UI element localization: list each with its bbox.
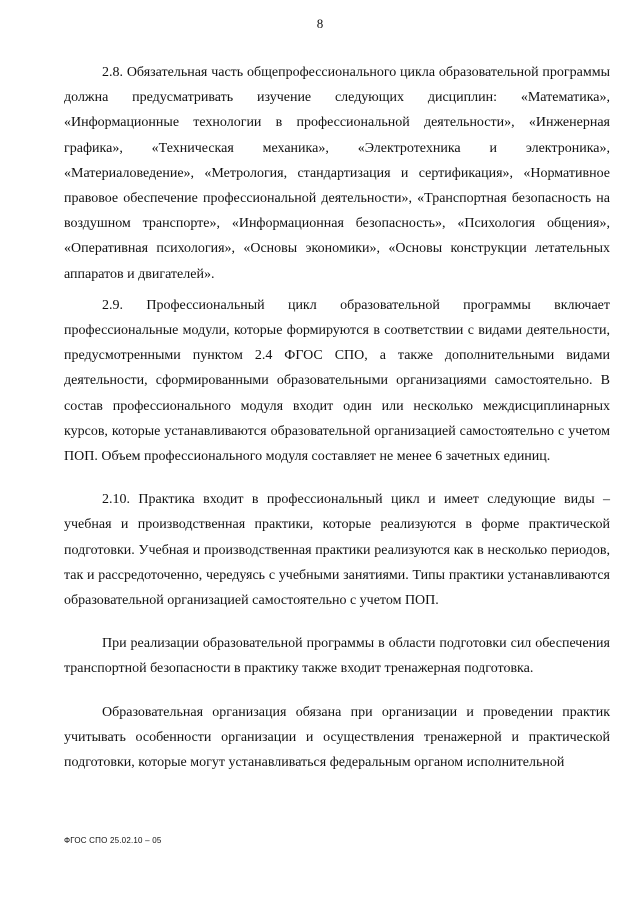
paragraph-2-10: 2.10. Практика входит в профессиональный цикл и имеет следующие виды – учебная и производственная практики, которые реализуются в форме практической подготовки. Учебная и производственная практики реализуются как в несколько периодов, так и рассредоточенно, чередуясь с учебными занятиями. Типы практики устанавливаются образовательной организацией самостоятельно с учетом ПОП. [64, 492, 610, 609]
paragraph-practice-organization: Образовательная организация обязана при организации и проведении практик учитывать особенности организации и осуществления тренажерной и практической подготовки, которые могут устанавливаться федеральным органом исполнительной [64, 704, 610, 771]
paragraph-2-8: 2.8. Обязательная часть общепрофессионального цикла образовательной программы должна предусматривать изучение следующих дисциплин: «Математика», «Информационные технологии в профессиональной деятельности», «Инженерная графика», «Техническая механика», «Электротехника и электроника», «Материаловедение», «Метрология, стандартизация и сертификация», «Нормативное правовое обеспечение профессиональной деятельности», «Транспортная безопасность на воздушном транспорте», «Информационная безопасность», «Психология общения», «Оперативная психология», «Основы экономики», «Основы конструкции летательных аппаратов и двигателей». [64, 65, 610, 282]
page-number: 8 [316, 16, 324, 31]
paragraph-simulator-training: При реализации образовательной программы в области подготовки сил обеспечения транспортной безопасности в практику также входит тренажерная подготовка. [64, 636, 610, 677]
document-body [64, 60, 610, 775]
footer-document-code: ФГОС СПО 25.02.10 – 05 [64, 836, 162, 845]
paragraph-2-9: 2.9. Профессиональный цикл образовательной программы включает профессиональные модули, которые формируются в соответствии с видами деятельности, предусмотренными пунктом 2.4 ФГОС СПО, а также дополнительными видами деятельности, сформированными образовательными организациями самостоятельно. В состав профессионального модуля входит один или несколько междисциплинарных курсов, которые устанавливаются образовательной организацией самостоятельно с учетом ПОП. Объем профессионального модуля составляет не менее 6 зачетных единиц. [64, 297, 610, 465]
